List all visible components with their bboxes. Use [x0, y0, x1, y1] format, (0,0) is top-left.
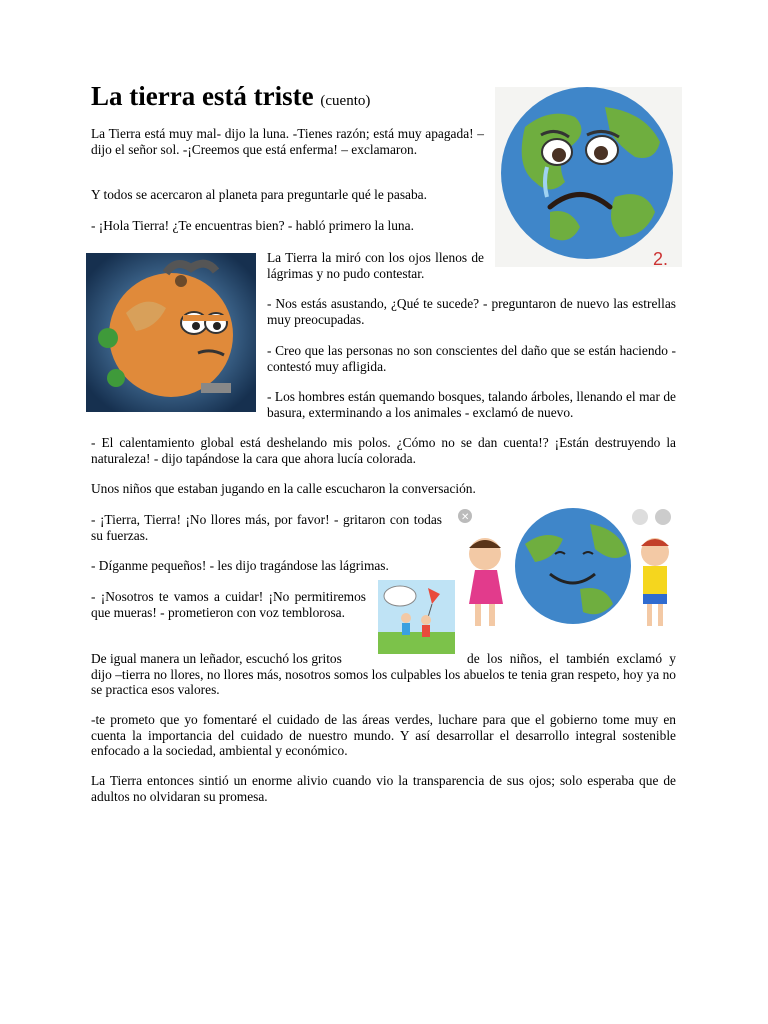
svg-text:✕: ✕: [461, 512, 470, 523]
paragraph-7: - Los hombres están quemando bosques, talando árboles, llenando el mar de basura, exterminando a los animales - exclamó de nuevo.: [267, 389, 676, 420]
paragraph-1: La Tierra está muy mal- dijo la luna. -Tienes razón; está muy apagada! – dijo el señor sol. -¡Creemos que está enferma! – exclamaron.: [91, 126, 484, 157]
paragraph-3: - ¡Hola Tierra! ¿Te encuentras bien? - habló primero la luna.: [91, 218, 414, 233]
paragraph-8: - El calentamiento global está deshelando mis polos. ¿Cómo no se dan cuenta!? ¡Están destruyendo la naturaleza! - dijo tapándose la cara que ahora lucía colorada.: [91, 435, 676, 466]
title-text: La tierra está triste: [91, 81, 314, 111]
paragraph-12: - ¡Nosotros te vamos a cuidar! ¡No permitiremos que mueras! - prometieron con voz temblorosa.: [91, 589, 366, 620]
story-title: [91, 80, 370, 117]
paragraph-15: -te prometo que yo fomentaré el cuidado de las áreas verdes, luchare para que el gobierno tome muy en cuenta la importancia del cuidado de nuestro mundo. Y así desarrollar el desarrollo integral sostenible enfocado a la sociedad, ambiental y económico.: [91, 712, 676, 759]
paragraph-11: - Díganme pequeños! - les dijo tragándose las lágrimas.: [91, 558, 389, 573]
paragraph-14: de los niños, el también exclamó y dijo –tierra no llores, no llores más, nosotros somos los culpables los abuelos te tenia gran respeto, hoy ya no se practica esos valores.: [91, 651, 676, 698]
paragraph-4: La Tierra la miró con los ojos llenos de lágrimas y no pudo contestar.: [267, 250, 484, 281]
paragraph-16: La Tierra entonces sintió un enorme alivio cuando vio la transparencia de sus ojos; solo esperaba que de adultos no olvidaran su promesa.: [91, 773, 676, 804]
paragraph-6: - Creo que las personas no son conscientes del daño que se están haciendo - contestó muy afligida.: [267, 343, 676, 374]
paragraph-5: - Nos estás asustando, ¿Qué te sucede? - preguntaron de nuevo las estrellas muy preocupadas.: [267, 296, 676, 327]
paragraph-9: Unos niños que estaban jugando en la calle escucharon la conversación.: [91, 481, 476, 496]
title-subtitle: (cuento): [320, 93, 371, 109]
sad-earth-image: [495, 87, 682, 267]
paragraph-2: Y todos se acercaron al planeta para preguntarle qué le pasaba.: [91, 187, 427, 202]
children-kite-image: [378, 580, 455, 654]
svg-text:2.: 2.: [653, 249, 669, 267]
polluted-planet-image: [86, 253, 256, 412]
paragraph-10: - ¡Tierra, Tierra! ¡No llores más, por favor! - gritaron con todas su fuerzas.: [91, 512, 442, 543]
children-earth-image: [455, 504, 676, 642]
paragraph-13: De igual manera un leñador, escuchó los gritos: [91, 651, 342, 666]
